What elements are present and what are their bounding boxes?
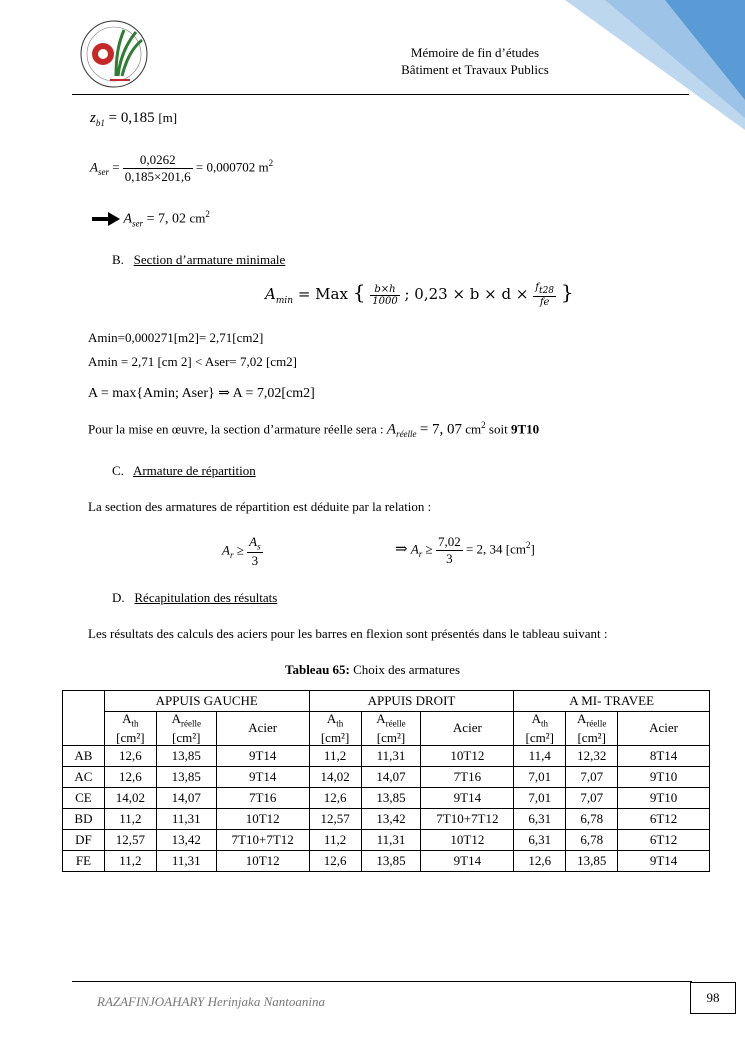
col-areelle: $A_{réelle}$ [cm²]	[566, 712, 618, 746]
table-cell: 11,2	[309, 829, 361, 850]
ar-unit: [cm	[505, 541, 526, 557]
section-b-heading	[112, 252, 285, 268]
col-ath: $A_{th}$ [cm²]	[309, 712, 361, 746]
ar-result: = 2, 34	[465, 541, 503, 557]
table-cell: 13,42	[156, 829, 216, 850]
table-body	[63, 745, 710, 871]
table-cell: 10T12	[216, 850, 309, 871]
row-label-cell: FE	[63, 850, 105, 871]
table-cell: 7,01	[514, 766, 566, 787]
table-cell: 7T10+7T12	[216, 829, 309, 850]
areelle-value: = 7, 07	[419, 421, 463, 438]
ar-lhs: A	[222, 542, 230, 558]
footer-rule	[72, 981, 692, 982]
table-cell: 11,31	[156, 850, 216, 871]
row-label-cell: CE	[63, 787, 105, 808]
table-cell: 13,85	[156, 745, 216, 766]
group-header: A MI- TRAVEE	[514, 691, 710, 712]
amin-frac2-den: fe	[539, 297, 550, 308]
table-cell: 13,85	[566, 850, 618, 871]
amin-frac1	[370, 284, 399, 307]
table-row	[63, 829, 710, 850]
table-row	[63, 808, 710, 829]
header-line2: Bâtiment et Travaux Publics	[401, 62, 549, 77]
table-cell: 12,6	[309, 850, 361, 871]
ar-frac1-den: 3	[251, 552, 259, 568]
table-cell: 10T12	[421, 745, 514, 766]
table-sub-header	[63, 712, 710, 746]
amin-frac1-num: b×h	[370, 284, 399, 296]
section-c-heading	[112, 463, 256, 479]
group-header: APPUIS GAUCHE	[104, 691, 309, 712]
table-row	[63, 745, 710, 766]
table-cell: 10T12	[216, 808, 309, 829]
header-line1: Mémoire de fin d’études	[410, 45, 540, 60]
table-cell: 10T12	[421, 829, 514, 850]
table-cell: 12,6	[514, 850, 566, 871]
table-cell: 11,31	[156, 808, 216, 829]
table-caption-bold: Tableau 65:	[284, 662, 350, 677]
table-cell: 12,6	[309, 787, 361, 808]
amin-formula: $A_{min}$ = Max { $\frac{b\times h}{1000}$ ; 0,23 × b × d × $\frac{f_{t28}}{fe}$ }	[265, 280, 574, 308]
header	[360, 44, 590, 78]
ar-formula1: $A_r$ ≥ $\frac{A_s}{3}$	[222, 534, 261, 568]
areelle-line: Pour la mise en œuvre, la section d’armature réelle sera : $A_{réelle} = 7$, 07 $cm^2$ soit 9T10	[88, 420, 540, 439]
aser-result: = 0,000702	[195, 159, 256, 175]
ar-frac2-num: 7,02	[437, 534, 461, 549]
aser-denominator: 0,185×201,6	[124, 169, 191, 184]
page-number: 98	[690, 982, 736, 1014]
section-d-label: D.	[112, 590, 125, 605]
col-acier: Acier	[618, 712, 710, 746]
table-cell: 13,85	[361, 787, 421, 808]
aser-final-value: = 7, 02	[146, 211, 186, 227]
table-cell: 13,85	[361, 850, 421, 871]
table-caption	[0, 662, 745, 678]
table-cell: 11,2	[104, 808, 156, 829]
footer-author: RAZAFINJOAHARY Herinjaka Nantoanina	[97, 994, 325, 1009]
section-c-text: La section des armatures de répartition est déduite par la relation :	[88, 499, 432, 514]
ar-frac1-num: A	[249, 534, 258, 549]
amin-max: = Max	[297, 285, 348, 303]
table-cell: 14,02	[309, 766, 361, 787]
table-cell: 11,4	[514, 745, 566, 766]
row-label-cell: DF	[63, 829, 105, 850]
zb1-value: 0,185	[120, 110, 155, 126]
table-cell: 9T14	[618, 850, 710, 871]
table-cell: 6,78	[566, 829, 618, 850]
table-cell: 9T14	[216, 745, 309, 766]
table-cell: 14,07	[156, 787, 216, 808]
table-cell: 11,2	[104, 850, 156, 871]
table-cell: 8T14	[618, 745, 710, 766]
table-cell: 7,07	[566, 766, 618, 787]
aser-fraction	[123, 152, 193, 185]
table-cell: 7,07	[566, 787, 618, 808]
table-cell: 6,31	[514, 808, 566, 829]
corner-cell	[63, 691, 105, 746]
table-cell: 6T12	[618, 808, 710, 829]
table-cell: 6T12	[618, 829, 710, 850]
table-cell: 6,31	[514, 829, 566, 850]
amin-frac2-num: f	[535, 282, 539, 293]
table-row	[63, 766, 710, 787]
areelle-bold: 9T10	[510, 421, 540, 437]
section-d-heading	[112, 590, 277, 606]
table-cell: 9T10	[618, 766, 710, 787]
table-cell: 14,02	[104, 787, 156, 808]
section-c-title: Armature de répartition	[132, 463, 256, 478]
table-row	[63, 787, 710, 808]
table-cell: 12,57	[104, 829, 156, 850]
table-cell: 9T14	[421, 787, 514, 808]
section-d-text: Les résultats des calculs des aciers pour les barres en flexion sont présentés dans le tableau suivant :	[88, 626, 608, 641]
areelle-unit: cm	[465, 421, 482, 437]
table-cell: 12,6	[104, 745, 156, 766]
amin-line1: Amin=0,000271[m2]= 2,71[cm2]	[88, 330, 264, 345]
table-cell: 13,42	[361, 808, 421, 829]
table-cell: 12,57	[309, 808, 361, 829]
row-label-cell: BD	[63, 808, 105, 829]
section-c-label: C.	[112, 463, 124, 478]
aser-line: $A_{ser}$ = $\frac{0,0262}{0,185\times 201,6}$ = 0,000702 $m^2$	[90, 152, 274, 184]
col-acier: Acier	[216, 712, 309, 746]
table-cell: 9T10	[618, 787, 710, 808]
row-label-cell: AC	[63, 766, 105, 787]
amax-line: A = max{Amin; Aser} ⇒ A = 7,02[cm2]	[88, 386, 315, 401]
section-b-title: Section d’armature minimale	[133, 252, 286, 267]
row-label-cell: AB	[63, 745, 105, 766]
ar-frac1: $\frac{A_s}{3}$	[249, 534, 261, 568]
aser-numerator: 0,0262	[123, 152, 193, 169]
aser-unit: m	[258, 159, 269, 175]
aser-final-unit: cm	[189, 210, 206, 226]
zb1-line: $z_{b1} = 0,185$ [m]	[90, 110, 178, 128]
table-cell: 11,2	[309, 745, 361, 766]
amin-mid: ; 0,23 × b × d ×	[404, 285, 529, 303]
table-cell: 7T16	[216, 787, 309, 808]
table-cell: 9T14	[216, 766, 309, 787]
table-cell: 11,31	[361, 829, 421, 850]
ar-frac2	[436, 534, 463, 567]
table-cell: 12,6	[104, 766, 156, 787]
col-areelle: $A_{réelle}$ [cm²]	[361, 712, 421, 746]
table-cell: 7,01	[514, 787, 566, 808]
table-cell: 9T14	[421, 850, 514, 871]
arrow-right-icon	[92, 212, 120, 226]
ar-frac2-den: 3	[446, 551, 453, 566]
table-cell: 13,85	[156, 766, 216, 787]
amin-frac1-den: 1000	[372, 295, 398, 307]
section-b-label: B.	[112, 252, 124, 267]
table-cell: 14,07	[361, 766, 421, 787]
section-d-title: Récapitulation des résultats	[134, 590, 278, 605]
table-group-header	[63, 691, 710, 712]
corner-decoration	[565, 0, 745, 130]
col-acier: Acier	[421, 712, 514, 746]
col-ath: $A_{th}$ [cm²]	[514, 712, 566, 746]
table-row	[63, 850, 710, 871]
zb1-unit: [m]	[158, 110, 178, 125]
results-table	[62, 690, 710, 872]
areelle-text: Pour la mise en œuvre, la section d’armature réelle sera :	[88, 421, 384, 437]
ar-formula2: ⇒ $A_r$ ≥ $\frac{7,02}{3}$ = 2, 34 $[cm^2]$	[395, 534, 535, 566]
aser-final-line: $A_{ser} = 7$, 02 $cm^2$	[92, 209, 210, 228]
table-cell: 7T10+7T12	[421, 808, 514, 829]
col-areelle: $A_{réelle}$ [cm²]	[156, 712, 216, 746]
table-cell: 11,31	[361, 745, 421, 766]
table-cell: 12,32	[566, 745, 618, 766]
table-cell: 7T16	[421, 766, 514, 787]
group-header: APPUIS DROIT	[309, 691, 514, 712]
amin-frac2: $\frac{f_{t28}}{fe}$	[535, 282, 555, 308]
col-ath: $A_{th}$ [cm²]	[104, 712, 156, 746]
amin-line2: Amin = 2,71 [cm 2] < Aser= 7,02 [cm2]	[88, 354, 298, 369]
table-caption-text: Choix des armatures	[349, 662, 461, 677]
table-cell: 6,78	[566, 808, 618, 829]
areelle-tail: soit	[488, 421, 508, 437]
amin-lhs: A	[265, 285, 276, 303]
school-logo	[70, 18, 158, 90]
